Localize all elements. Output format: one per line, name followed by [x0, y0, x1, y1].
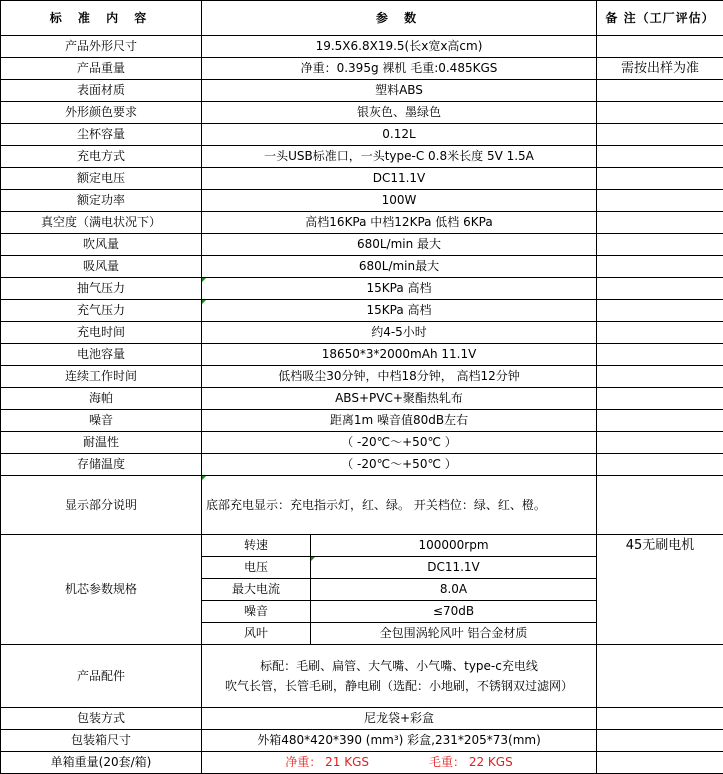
- spec-row: [1, 388, 723, 410]
- motor-value: 100000rpm: [311, 535, 597, 557]
- spec-label: 抽气压力: [1, 278, 202, 300]
- accessories-row: [1, 645, 723, 708]
- gross-weight: 毛重： 22 KGS: [429, 755, 513, 769]
- spec-value: （ -20℃～+50℃ ）: [202, 432, 597, 454]
- spec-row: [1, 278, 723, 300]
- spec-note: [597, 410, 723, 432]
- spec-label: 额定电压: [1, 168, 202, 190]
- motor-value: DC11.1V: [311, 557, 597, 579]
- box-size-row: [1, 730, 723, 752]
- packing-label: 包装方式: [1, 708, 202, 730]
- spec-value: （ -20℃～+50℃ ）: [202, 454, 597, 476]
- spec-note: [597, 454, 723, 476]
- spec-value: 约4-5小时: [202, 322, 597, 344]
- spec-row: [1, 234, 723, 256]
- accessories-line-1: 标配：毛刷、扁管、大气嘴、小气嘴、type-c充电线: [260, 659, 538, 673]
- spec-label: 存储温度: [1, 454, 202, 476]
- spec-label: 表面材质: [1, 80, 202, 102]
- spec-row: [1, 344, 723, 366]
- spec-value: ABS+PVC+聚酯热轧布: [202, 388, 597, 410]
- spec-note: [597, 124, 723, 146]
- spec-value: DC11.1V: [202, 168, 597, 190]
- spec-row: [1, 212, 723, 234]
- spec-row: [1, 102, 723, 124]
- accessories-note: [597, 645, 723, 708]
- header-param: 参 数: [202, 1, 597, 36]
- box-weight-value: [202, 752, 597, 774]
- header-item: 标 准 内 容: [1, 1, 202, 36]
- spec-note: [597, 234, 723, 256]
- spec-value: 680L/min 最大: [202, 234, 597, 256]
- spec-note: [597, 278, 723, 300]
- motor-note: 45无刷电机: [597, 535, 723, 645]
- spec-row: [1, 58, 723, 80]
- spec-value: 19.5X6.8X19.5(长x宽x高cm): [202, 36, 597, 58]
- packing-note: [597, 708, 723, 730]
- spec-note: [597, 366, 723, 388]
- spec-note: [597, 432, 723, 454]
- spec-note: [597, 388, 723, 410]
- spec-value: 15KPa 高档: [202, 300, 597, 322]
- spec-row: [1, 454, 723, 476]
- net-weight: 净重： 21 KGS: [285, 755, 369, 769]
- motor-key: 最大电流: [202, 579, 311, 601]
- spec-row: [1, 322, 723, 344]
- spec-row: [1, 410, 723, 432]
- spec-note: [597, 256, 723, 278]
- spec-label: 充气压力: [1, 300, 202, 322]
- spec-value: 高档16KPa 中档12KPa 低档 6KPa: [202, 212, 597, 234]
- motor-key: 风叶: [202, 623, 311, 645]
- motor-row: [1, 535, 723, 557]
- box-weight-row: [1, 752, 723, 774]
- spec-label: 尘杯容量: [1, 124, 202, 146]
- packing-row: [1, 708, 723, 730]
- spec-note: [597, 300, 723, 322]
- header-row: [1, 1, 723, 36]
- spec-value: 塑料ABS: [202, 80, 597, 102]
- spec-label: 真空度（满电状况下）: [1, 212, 202, 234]
- spec-value: 低档吸尘30分钟，中档18分钟， 高档12分钟: [202, 366, 597, 388]
- spec-note: [597, 212, 723, 234]
- spec-row: [1, 300, 723, 322]
- display-label: 显示部分说明: [1, 476, 202, 535]
- spec-value: 18650*3*2000mAh 11.1V: [202, 344, 597, 366]
- spec-label: 产品外形尺寸: [1, 36, 202, 58]
- spec-label: 电池容量: [1, 344, 202, 366]
- spec-note: [597, 190, 723, 212]
- spec-label: 产品重量: [1, 58, 202, 80]
- motor-key: 电压: [202, 557, 311, 579]
- box-size-note: [597, 730, 723, 752]
- spec-label: 噪音: [1, 410, 202, 432]
- spec-note: [597, 36, 723, 58]
- accessories-line-2: 吹气长管，长管毛刷，静电刷（选配：小地刷，不锈钢双过滤网）: [224, 679, 573, 693]
- spec-note: 需按出样为准: [597, 58, 723, 80]
- box-size-label: 包装箱尺寸: [1, 730, 202, 752]
- spec-label: 吸风量: [1, 256, 202, 278]
- accessories-value: [202, 645, 597, 708]
- display-row: [1, 476, 723, 535]
- spec-label: 连续工作时间: [1, 366, 202, 388]
- spec-note: [597, 322, 723, 344]
- spec-label: 充电方式: [1, 146, 202, 168]
- spec-row: [1, 124, 723, 146]
- spec-value: 0.12L: [202, 124, 597, 146]
- spec-note: [597, 80, 723, 102]
- spec-note: [597, 146, 723, 168]
- spec-row: [1, 432, 723, 454]
- motor-value: 全包围涡轮风叶 铝合金材质: [311, 623, 597, 645]
- box-weight-note: [597, 752, 723, 774]
- spec-note: [597, 344, 723, 366]
- spec-value: 680L/min最大: [202, 256, 597, 278]
- spec-value: 100W: [202, 190, 597, 212]
- motor-label: 机芯参数规格: [1, 535, 202, 645]
- spec-value: 距离1m 噪音值80dB左右: [202, 410, 597, 432]
- spec-row: [1, 366, 723, 388]
- spec-label: 海帕: [1, 388, 202, 410]
- spec-row: [1, 168, 723, 190]
- spec-label: 外形颜色要求: [1, 102, 202, 124]
- header-note: 备 注（工厂评估）: [597, 1, 723, 36]
- motor-key: 噪音: [202, 601, 311, 623]
- spec-row: [1, 190, 723, 212]
- spec-row: [1, 256, 723, 278]
- spec-label: 耐温性: [1, 432, 202, 454]
- spec-value: 净重：0.395g 裸机 毛重:0.485KGS: [202, 58, 597, 80]
- spec-note: [597, 168, 723, 190]
- spec-note: [597, 102, 723, 124]
- spec-value: 银灰色、墨绿色: [202, 102, 597, 124]
- motor-key: 转速: [202, 535, 311, 557]
- spec-row: [1, 36, 723, 58]
- box-size-value: 外箱480*420*390 (mm³) 彩盒,231*205*73(mm): [202, 730, 597, 752]
- packing-value: 尼龙袋+彩盒: [202, 708, 597, 730]
- spec-row: [1, 80, 723, 102]
- spec-value: 一头USB标准口，一头type-C 0.8米长度 5V 1.5A: [202, 146, 597, 168]
- spec-label: 额定功率: [1, 190, 202, 212]
- spec-value: 15KPa 高档: [202, 278, 597, 300]
- spec-row: [1, 146, 723, 168]
- motor-value: 8.0A: [311, 579, 597, 601]
- accessories-label: 产品配件: [1, 645, 202, 708]
- display-value: 底部充电显示：充电指示灯，红、绿。 开关档位：绿、红、橙。: [202, 476, 597, 535]
- box-weight-label: 单箱重量(20套/箱): [1, 752, 202, 774]
- spec-label: 吹风量: [1, 234, 202, 256]
- spec-label: 充电时间: [1, 322, 202, 344]
- motor-value: ≤70dB: [311, 601, 597, 623]
- display-note: [597, 476, 723, 535]
